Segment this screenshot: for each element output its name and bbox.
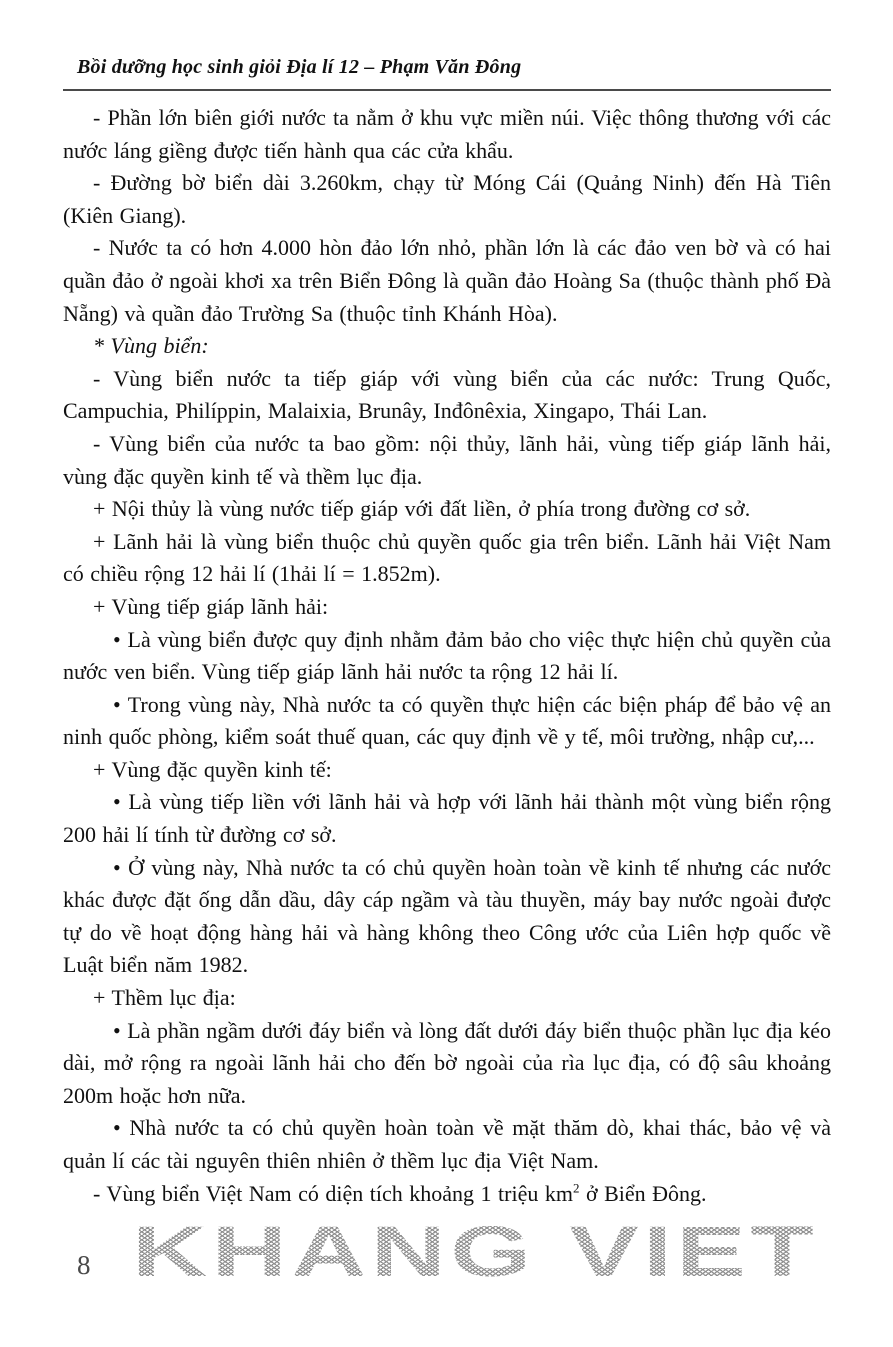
paragraph-text: + Lãnh hải là vùng biển thuộc chủ quyền quốc gia trên biển. Lãnh hải Việt Nam có chiều rộng 12 hải lí (1hải lí = 1.852m). [63, 528, 831, 587]
paragraph-text: - Nước ta có hơn 4.000 hòn đảo lớn nhỏ, phần lớn là các đảo ven bờ và có hai quần đảo ở ngoài khơi xa trên Biển Đông là quần đảo Hoàng Sa (thuộc thành phố Đà Nẵng) và quần đảo Trường Sa (thuộc tỉnh Khánh Hòa). [63, 235, 831, 326]
paragraph-text: • Ở vùng này, Nhà nước ta có chủ quyền hoàn toàn về kinh tế nhưng các nước khác được đặt ống dẫn dầu, dây cáp ngầm và tàu thuyền, máy bay nước ngoài được tự do về hoạt động hàng hải và hàng không theo Công ước của Liên hợp quốc về Luật biển năm 1982. [63, 854, 831, 978]
paragraph-bullet [63, 689, 831, 754]
body-paragraphs [63, 102, 831, 1210]
paragraph-text: + Thềm lục địa: [93, 985, 236, 1011]
paragraph-text: * Vùng biển: [93, 333, 209, 359]
paragraph-text: + Vùng đặc quyền kinh tế: [93, 756, 332, 782]
paragraph-plus [63, 982, 831, 1015]
superscript-text: 2 [572, 1180, 580, 1196]
paragraph-plus [63, 493, 831, 526]
paragraph-plus [63, 591, 831, 624]
paragraph-dash [63, 232, 831, 330]
paragraph-dash [63, 363, 831, 428]
paragraph-text: - Phần lớn biên giới nước ta nằm ở khu vực miền núi. Việc thông thương với các nước láng giềng được tiến hành qua các cửa khẩu. [63, 105, 831, 163]
paragraph-text: - Vùng biển của nước ta bao gồm: nội thủy, lãnh hải, vùng tiếp giáp lãnh hải, vùng đặc quyền kinh tế và thềm lục địa. [63, 430, 831, 489]
page-content [63, 54, 831, 1210]
paragraph-text: ở Biển Đông. [579, 1180, 707, 1206]
paragraph-text: • Là vùng biển được quy định nhằm đảm bảo cho việc thực hiện chủ quyền của nước ven biển. Vùng tiếp giáp lãnh hải nước ta rộng 12 hải lí. [63, 626, 831, 685]
paragraph-bullet [63, 852, 831, 982]
paragraph-bullet [63, 1015, 831, 1113]
khang-viet-watermark: KHANG VIET [132, 1211, 819, 1292]
paragraph-text: + Nội thủy là vùng nước tiếp giáp với đất liền, ở phía trong đường cơ sở. [93, 496, 751, 522]
paragraph-text: - Vùng biển nước ta tiếp giáp với vùng biển của các nước: Trung Quốc, Campuchia, Philíppin, Malaixia, Brunây, Inđônêxia, Xingapo, Thái Lan. [63, 365, 831, 424]
paragraph-dash [63, 428, 831, 493]
page-header-title: Bồi dưỡng học sinh giỏi Địa lí 12 – Phạm Văn Đông [77, 56, 522, 78]
paragraph-text: + Vùng tiếp giáp lãnh hải: [93, 593, 329, 619]
paragraph-star [63, 330, 831, 363]
paragraph-text: - Vùng biển Việt Nam có diện tích khoảng 1 triệu km [93, 1180, 573, 1206]
paragraph-text: • Là phần ngầm dưới đáy biển và lòng đất dưới đáy biển thuộc phần lục địa kéo dài, mở rộng ra ngoài lãnh hải cho đến bờ ngoài của rìa lục địa, có độ sâu khoảng 200m hoặc hơn nữa. [63, 1017, 831, 1108]
paragraph-dash [63, 1178, 831, 1211]
paragraph-text: • Là vùng tiếp liền với lãnh hải và hợp với lãnh hải thành một vùng biển rộng 200 hải lí tính từ đường cơ sở. [63, 789, 831, 848]
paragraph-bullet [63, 1112, 831, 1177]
paragraph-text: • Trong vùng này, Nhà nước ta có quyền thực hiện các biện pháp để bảo vệ an ninh quốc phòng, kiểm soát thuế quan, các quy định về y tế, môi trường, nhập cư,... [63, 691, 831, 750]
paragraph-bullet [63, 786, 831, 851]
header-rule [63, 89, 831, 91]
paragraph-text: • Nhà nước ta có chủ quyền hoàn toàn về mặt thăm dò, khai thác, bảo vệ và quản lí các tài nguyên thiên nhiên ở thềm lục địa Việt Nam. [63, 1115, 831, 1173]
page-number: 8 [77, 1250, 91, 1280]
paragraph-dash [63, 167, 831, 232]
paragraph-dash [63, 102, 831, 167]
paragraph-text: - Đường bờ biển dài 3.260km, chạy từ Móng Cái (Quảng Ninh) đến Hà Tiên (Kiên Giang). [63, 170, 831, 228]
paragraph-plus [63, 754, 831, 787]
paragraph-bullet [63, 624, 831, 689]
paragraph-plus [63, 526, 831, 591]
